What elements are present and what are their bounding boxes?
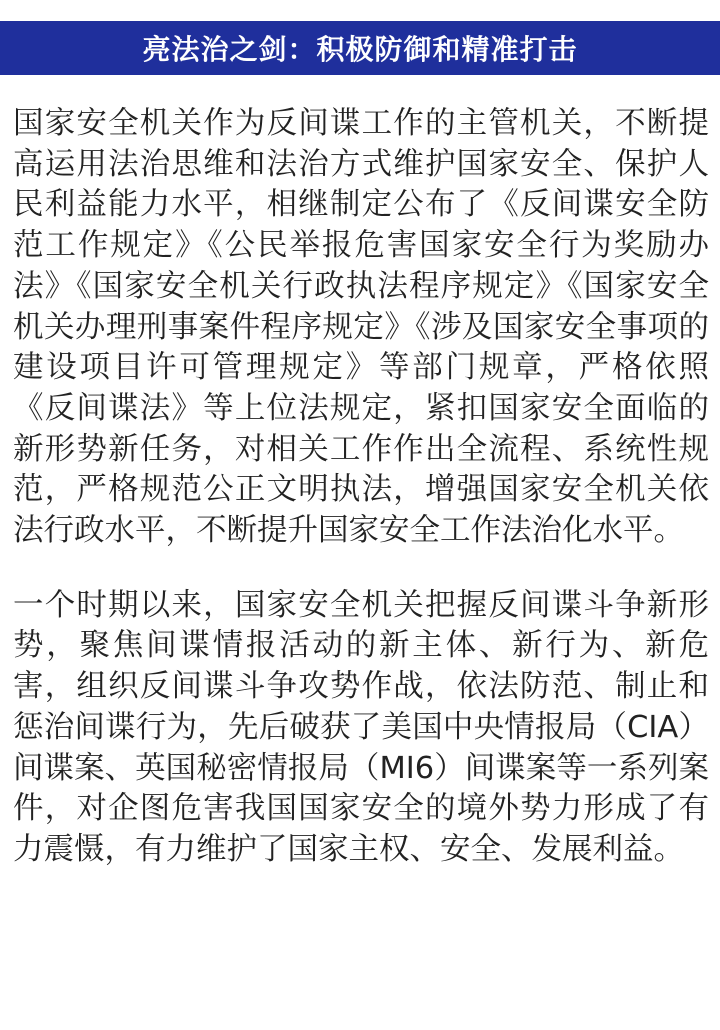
article-body bbox=[13, 104, 709, 871]
paragraph: 一个时期以来，国家安全机关把握反间谍斗争新形势，聚焦间谍情报活动的新主体、新行为、新危害，组织反间谍斗争攻势作战，依法防范、制止和惩治间谍行为，先后破获了美国中央情报局（CIA）间谍案、英国秘密情报局（MI6）间谍案等一系列案件，对企图危害我国国家安全的境外势力形成了有力震慑，有力维护了国家主权、安全、发展利益。 bbox=[13, 587, 709, 867]
paragraph: 国家安全机关作为反间谍工作的主管机关，不断提高运用法治思维和法治方式维护国家安全、保护人民利益能力水平，相继制定公布了《反间谍安全防范工作规定》《公民举报危害国家安全行为奖励办法》《国家安全机关行政执法程序规定》《国家安全机关办理刑事案件程序规定》《涉及国家安全事项的建设项目许可管理规定》等部门规章，严格依照《反间谍法》等上位法规定，紧扣国家安全面临的新形势新任务，对相关工作作出全流程、系统性规范，严格规范公正文明执法，增强国家安全机关依法行政水平，不断提升国家安全工作法治化水平。 bbox=[13, 106, 709, 549]
page-title: 亮法治之剑：积极防御和精准打击 bbox=[142, 33, 578, 66]
header-banner bbox=[0, 21, 720, 75]
